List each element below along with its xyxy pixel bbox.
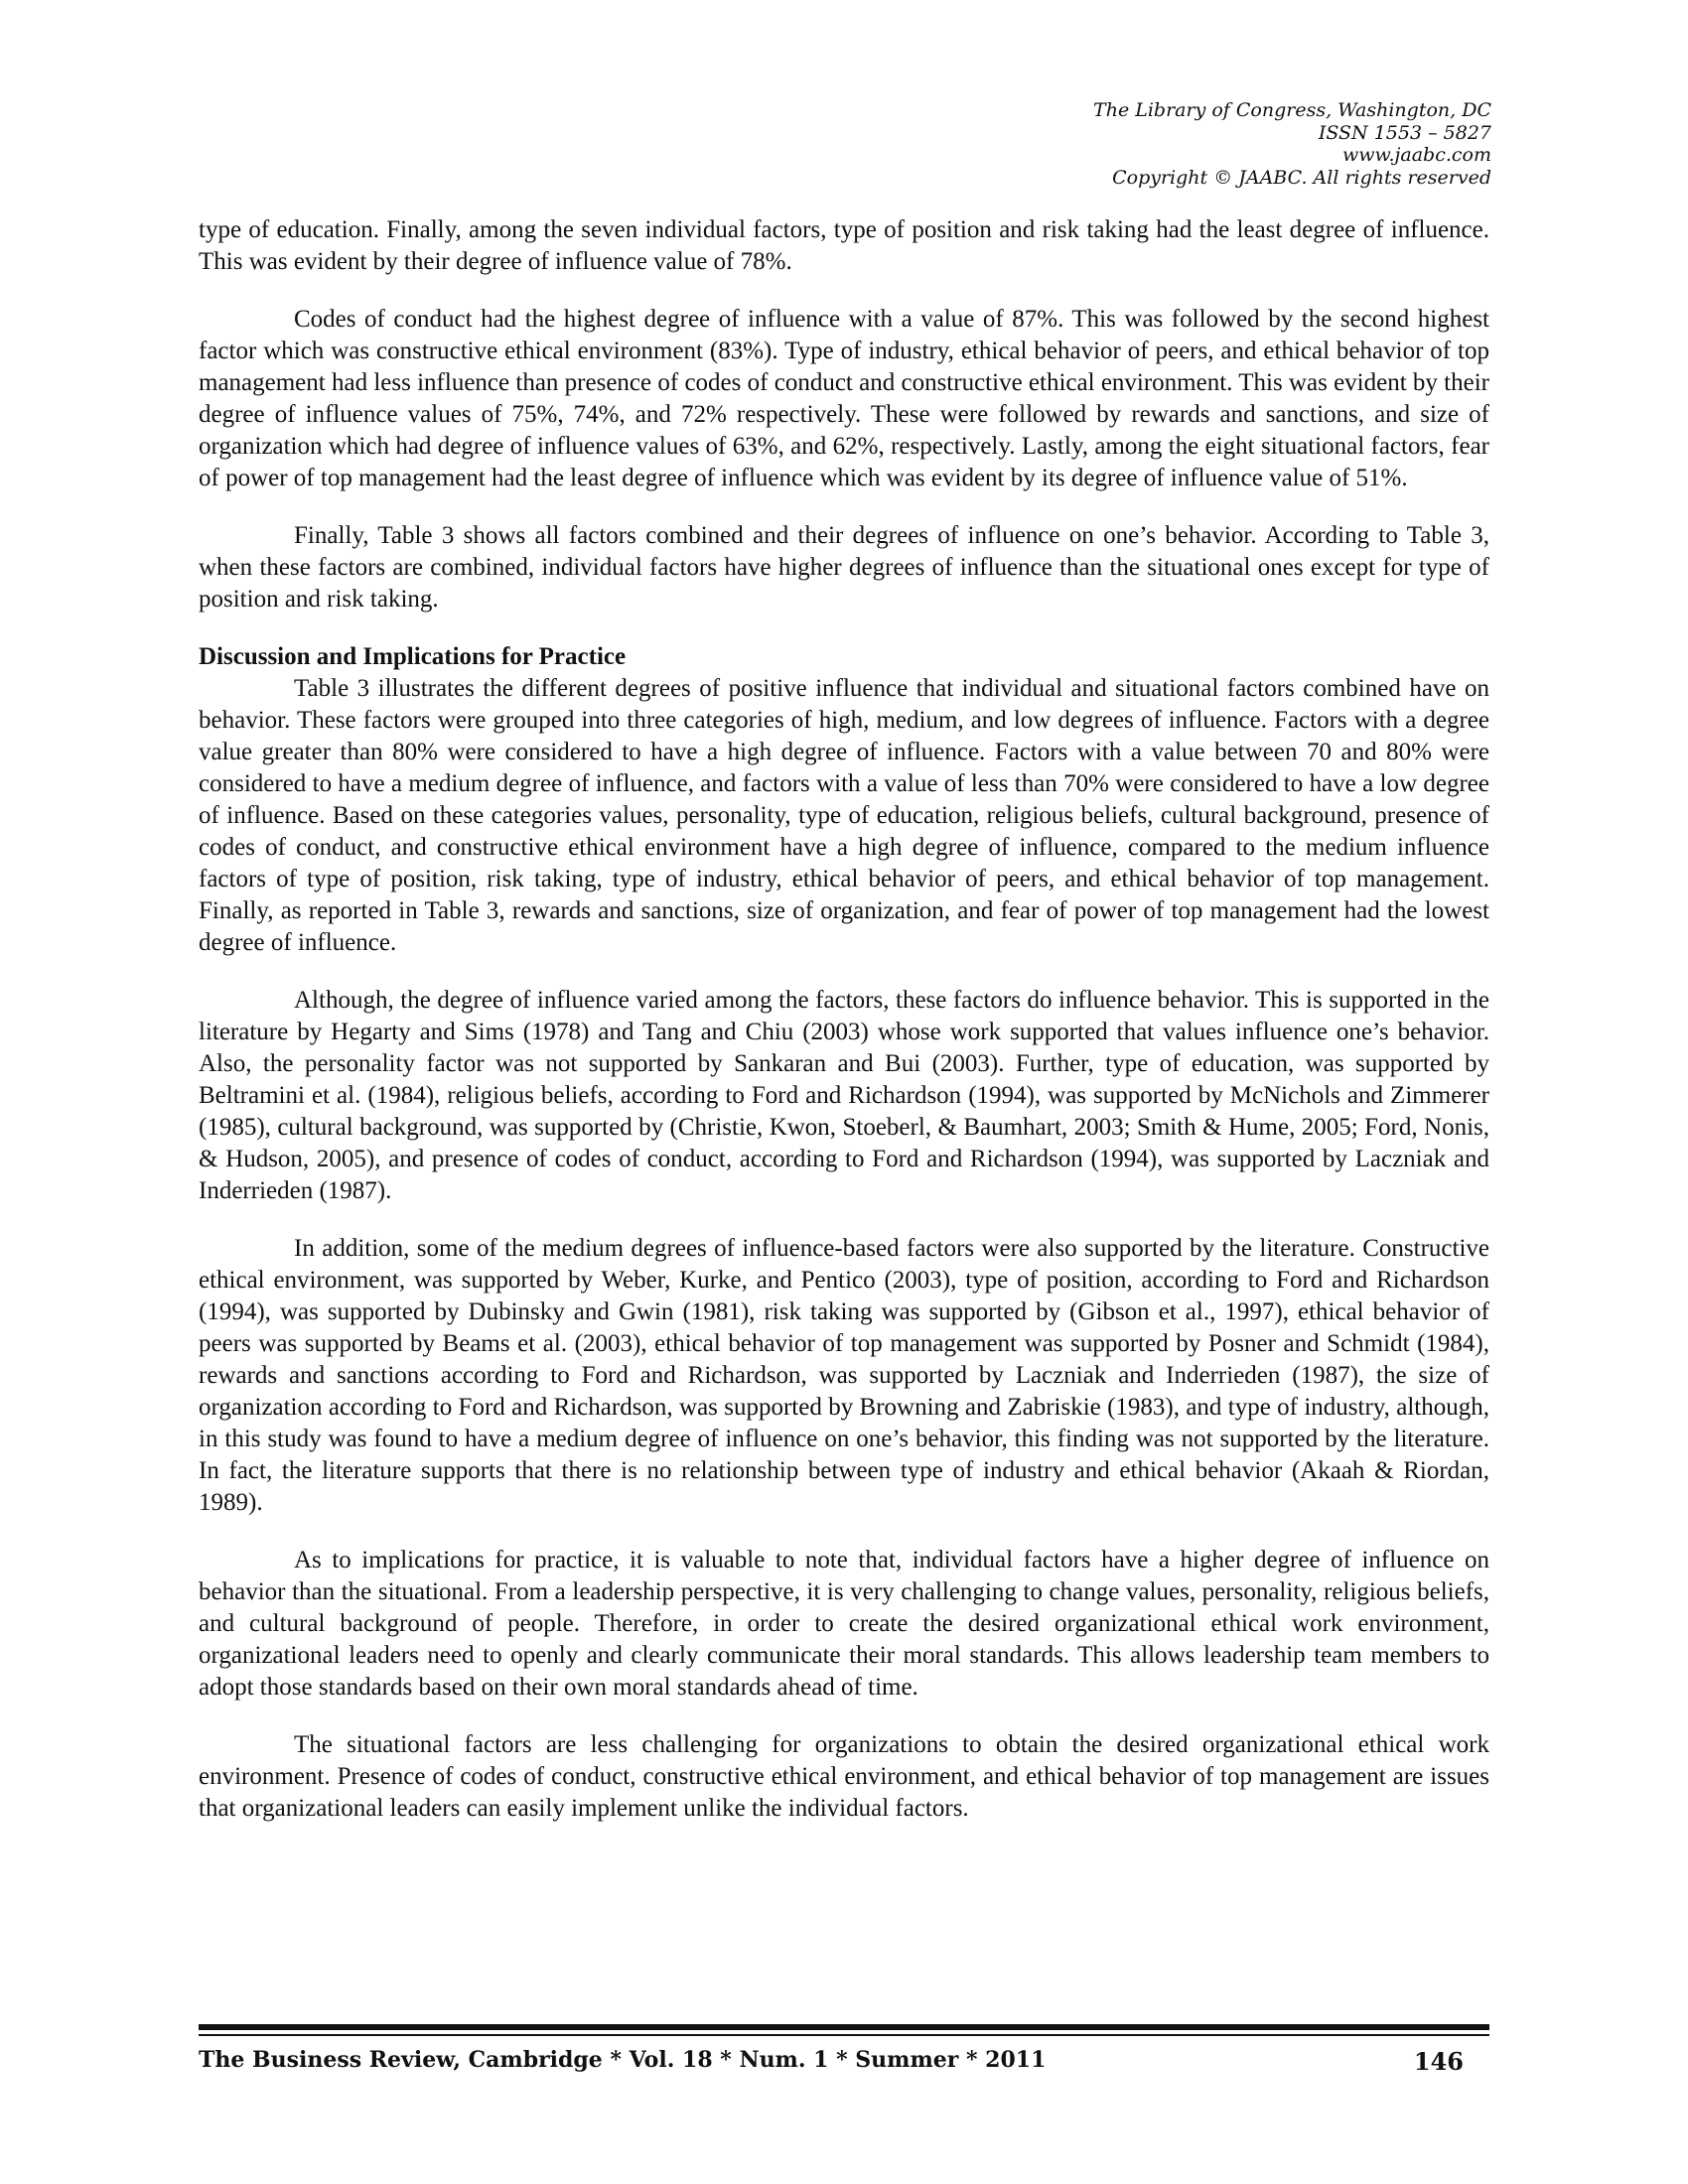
- body-paragraph-continued: type of education. Finally, among the seven individual factors, type of position and risk taking had the least degree of influence. This was evident by their degree of influence value of 78%.: [199, 216, 1489, 275]
- section-paragraph: As to implications for practice, it is valuable to note that, individual factors have a higher degree of influence on behavior than the situational. From a leadership perspective, it is very challenging to change values, personality, religious beliefs, and cultural background of people. Therefore, in order to create the desired organizational ethical work environment, organizational leaders need to openly and clearly communicate their moral standards. This allows leadership team members to adopt those standards based on their own moral standards ahead of time.: [199, 1547, 1489, 1701]
- footer-journal-citation: The Business Review, Cambridge * Vol. 18 * Num. 1 * Summer * 2011: [199, 2047, 1047, 2073]
- section-heading: Discussion and Implications for Practice: [199, 643, 627, 670]
- journal-header: [796, 99, 1491, 189]
- body-paragraph: Finally, Table 3 shows all factors combined and their degrees of influence on one’s behavior. According to Table 3, when these factors are combined, individual factors have higher degrees of influence than the situational ones except for type of position and risk taking.: [199, 522, 1489, 613]
- footer-rule-thick: [199, 2024, 1489, 2030]
- header-publisher: The Library of Congress, Washington, DC: [1093, 99, 1491, 121]
- footer-rule-thin: [199, 2034, 1489, 2036]
- section-paragraph: Although, the degree of influence varied among the factors, these factors do influence behavior. This is supported in the literature by Hegarty and Sims (1978) and Tang and Chiu (2003) whose work supported that values influence one’s behavior. Also, the personality factor was not supported by Sankaran and Bui (2003). Further, type of education, was supported by Beltramini et al. (1984), religious beliefs, according to Ford and Richardson (1994), was supported by McNichols and Zimmerer (1985), cultural background, was supported by (Christie, Kwon, Stoeberl, & Baumhart, 2003; Smith & Hume, 2005; Ford, Nonis, & Hudson, 2005), and presence of codes of conduct, according to Ford and Richardson (1994), was supported by Laczniak and Inderrieden (1987).: [199, 987, 1489, 1204]
- section-paragraph: Table 3 illustrates the different degrees of positive influence that individual and situational factors combined have on behavior. These factors were grouped into three categories of high, medium, and low degrees of influence. Factors with a degree value greater than 80% were considered to have a high degree of influence. Factors with a value between 70 and 80% were considered to have a medium degree of influence, and factors with a value of less than 70% were considered to have a low degree of influence. Based on these categories values, personality, type of education, religious beliefs, cultural background, presence of codes of conduct, and constructive ethical environment have a high degree of influence, compared to the medium influence factors of type of position, risk taking, type of industry, ethical behavior of peers, and ethical behavior of top management. Finally, as reported in Table 3, rewards and sanctions, size of organization, and fear of power of top management had the lowest degree of influence.: [199, 675, 1489, 956]
- section-paragraph: In addition, some of the medium degrees of influence-based factors were also supported by the literature. Constructive ethical environment, was supported by Weber, Kurke, and Pentico (2003), type of position, according to Ford and Richardson (1994), was supported by Dubinsky and Gwin (1981), risk taking was supported by (Gibson et al., 1997), ethical behavior of peers was supported by Beams et al. (2003), ethical behavior of top management was supported by Posner and Schmidt (1984), rewards and sanctions according to Ford and Richardson, was supported by Laczniak and Inderrieden (1987), the size of organization according to Ford and Richardson, was supported by Browning and Zabriskie (1983), and type of industry, although, in this study was found to have a medium degree of influence on one’s behavior, this finding was not supported by the literature. In fact, the literature supports that there is no relationship between type of industry and ethical behavior (Akaah & Riordan, 1989).: [199, 1235, 1489, 1516]
- page-number: 146: [1413, 2047, 1464, 2076]
- body-paragraph: Codes of conduct had the highest degree of influence with a value of 87%. This was followed by the second highest factor which was constructive ethical environment (83%). Type of industry, ethical behavior of peers, and ethical behavior of top management had less influence than presence of codes of conduct and constructive ethical environment. This was evident by their degree of influence values of 75%, 74%, and 72% respectively. These were followed by rewards and sanctions, and size of organization which had degree of influence values of 63%, and 62%, respectively. Lastly, among the eight situational factors, fear of power of top management had the least degree of influence which was evident by its degree of influence value of 51%.: [199, 306, 1489, 491]
- header-issn: ISSN 1553 – 5827: [1318, 121, 1491, 144]
- section-paragraph: The situational factors are less challenging for organizations to obtain the desired organizational ethical work environment. Presence of codes of conduct, constructive ethical environment, and ethical behavior of top management are issues that organizational leaders can easily implement unlike the individual factors.: [199, 1731, 1489, 1822]
- header-website: www.jaabc.com: [1341, 144, 1491, 166]
- header-copyright: Copyright © JAABC. All rights reserved: [1112, 166, 1491, 189]
- article-body: [199, 214, 1489, 1850]
